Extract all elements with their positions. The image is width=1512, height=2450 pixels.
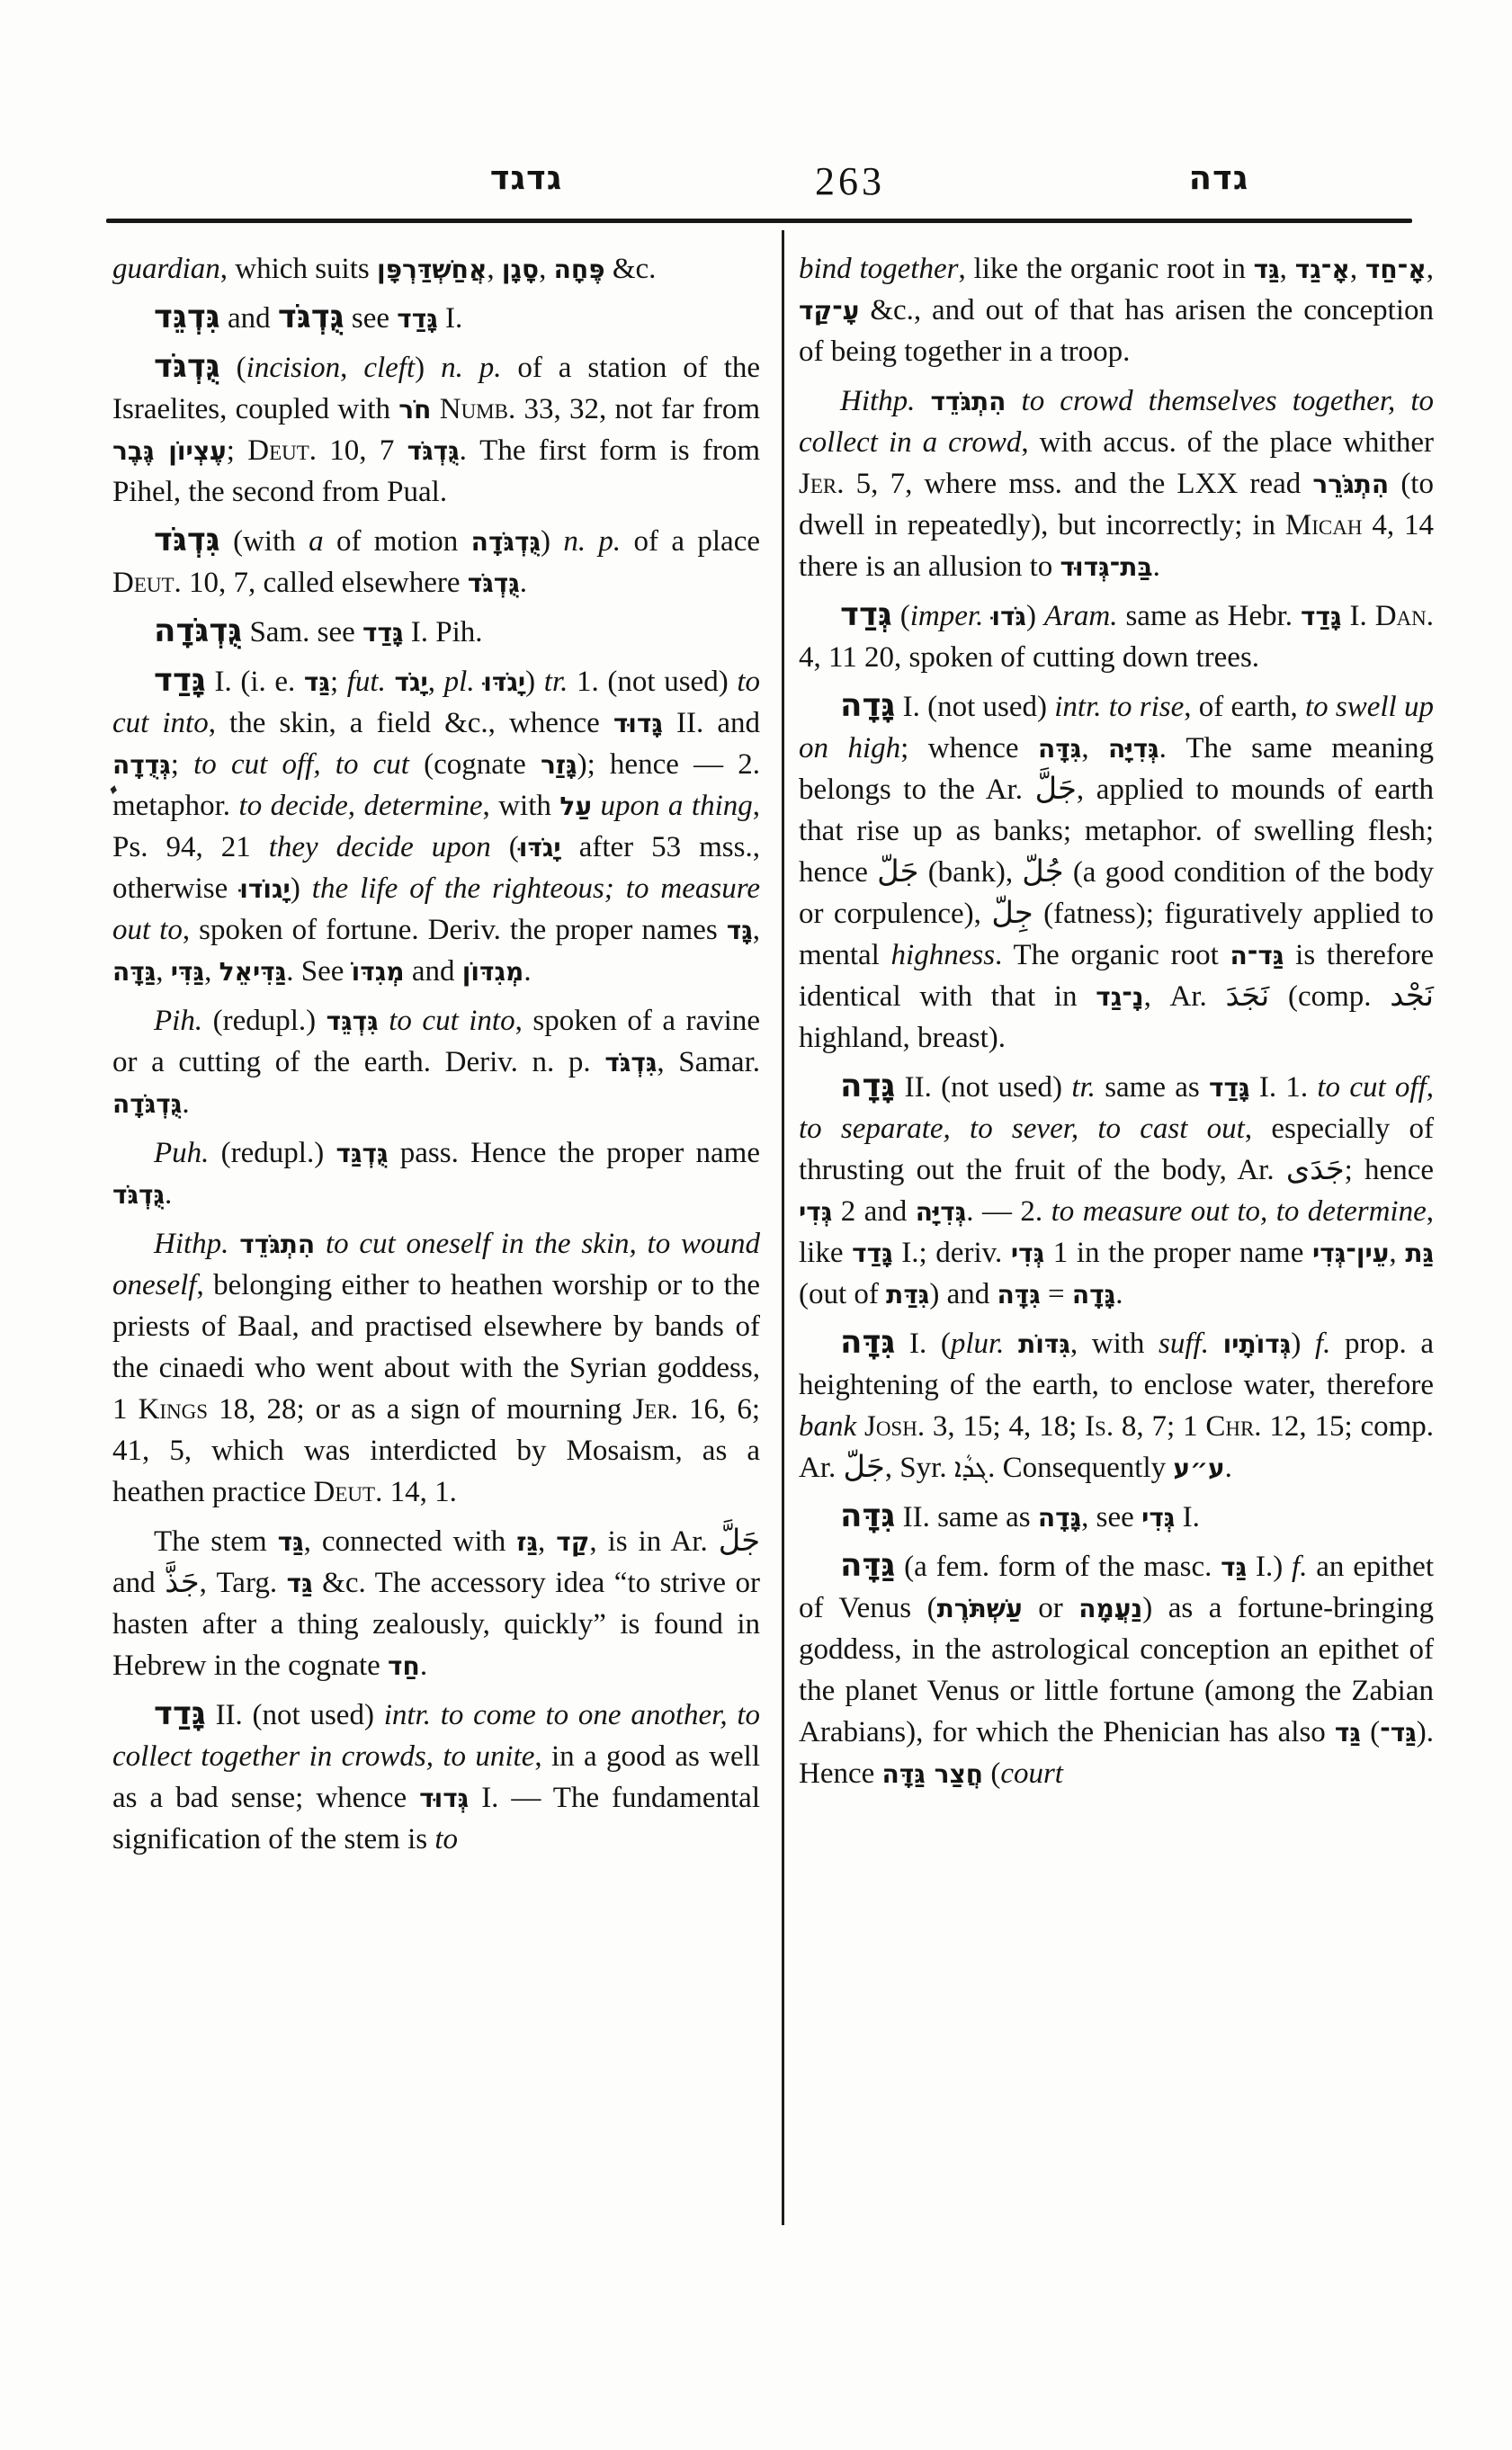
continuation-paragraph-guardian: guardian, which suits אֲחַשְׁדַּרְפָּן, סָגָן, פֶּחָה &c. — [112, 253, 657, 285]
entry-gedad-aramaic: גְּדַד (imper. גֹּדוּ) Aram. same as Hebr. גָּדַד I. Dan. 4, 11 20, spoken of cutting down trees. — [799, 596, 1434, 674]
entry-gadah-2: גָּדָה II. (not used) tr. same as גָּדַד I. 1. to cut off, to separate, to sever, to cast out, especially of thrusting out the fruit of the body, Ar. جَدَى; hence גְּדִי 2 and גְּדִיָּה. — 2. to measure out to, to determine, like גָּדַד I.; deriv. גְּדִי 1 in the proper name עֵין־גְּדִי, גַּת (out of גִּדַּת) and גִּדָּה = גָּדָה. — [799, 1068, 1435, 1310]
paragraph-puhal: Puh. (redupl.) גֻּדְגַּד pass. Hence the proper name גֻּדְגֹּד. — [112, 1137, 760, 1211]
continuation-paragraph-bind-together: bind together, like the organic root in גַּד, אָ־גַד, אָ־חַד, עָ־קַד &c., and out of that has arisen the conception of being together in a troop. — [799, 253, 1434, 368]
margin-ink-mark: ♦ — [108, 780, 120, 799]
entry-gadad-1: גָּדַד I. (i. e. גַּד; fut. יָגֹד, pl. יָגֹדּוּ) tr. 1. (not used) to cut into, the skin, a field &c., whence גָּדוּד II. and גְּדֻדָה; to cut off, to cut (cognate גָּזַר); hence — 2. metaphor. to decide, determine, with עַל upon a thing, Ps. 94, 21 they decide upon (יָגֹדּוּ after 53 mss., otherwise יָגוֹדוּ) the life of the righteous; to measure out to, spoken of fortune. Deriv. the proper names גָּד, גַּדָּה, גַּדִּי, גַּדִּיאֵל. See מְגִדּוֹ and מְגִדּוֹן. — [112, 662, 761, 988]
entry-gudgod-incision: גֻּדְגֹּד (incision, cleft) n. p. of a station of the Israelites, coupled with חֹר Numb. 33, 32, not far from עֶצְיוֹן גֶּבֶר; Deut. 10, 7 גֻּדְגֹּד. The first form is from Pihel, the second from Pual. — [112, 348, 761, 508]
entry-gudgodah-samaritan: גֻּדְגֹּדָה Sam. see גָּדַד I. Pih. — [154, 612, 483, 649]
entry-gidgod-motion: גִּדְגֹּד (with a of motion גֻּדְגֹּדָה) n. p. of a place Deut. 10, 7, called elsewhere גֻּדְגֹּד. — [112, 522, 760, 599]
header-rule — [106, 219, 1412, 223]
entry-giddah-2: גִּדָּה II. same as גָּדָה, see גְּדִי I. — [840, 1498, 1200, 1534]
page-number: 263 — [815, 159, 885, 203]
entry-gaddah-venus: גַּדָּה (a fem. form of the masc. גַּד I.) f. an epithet of Venus (עַשְׁתֹּרֶת or נַעֲמָה) as a fortune-bringing goddess, in the astrological conception an epithet of the planet Venus or little fortune (among the Zabian Arabians), for which the Phenician has also גַּד (גַּד־). Hence חֲצַר גַּדָּה (court — [799, 1547, 1435, 1790]
paragraph-hithpael-left: Hithp. הִתְגֹּדֵד to cut oneself in the skin, to wound oneself, belonging either to heathen worship or to the priests of Baal, and practised elsewhere by bands of the cinaedi who went about with the Syrian goddess, 1 Kings 18, 28; or as a sign of mourning Jer. 16, 6; 41, 5, which was interdicted by Mosaism, as a heathen practice Deut. 14, 1. — [112, 1228, 761, 1508]
column-divider — [782, 230, 784, 2225]
paragraph-pihel: Pih. (redupl.) גִּדְגֵּד to cut into, spoken of a ravine or a cutting of the earth. Deriv. n. p. גִּדְגֹּד, Samar. גֻּדְגֹּדָה. — [112, 1005, 761, 1120]
entry-gadad-2: גָּדַד II. (not used) intr. to come to one another, to collect together in crowds, to unite, in a good as well as a bad sense; whence גְּדוּד I. — The fundamental signification of the stem is to — [112, 1695, 761, 1855]
left-column — [112, 248, 760, 1860]
paragraph-hithpael-right: Hithp. הִתְגֹּדֵד to crowd themselves together, to collect in a crowd, with accus. of the place whither Jer. 5, 7, where mss. and the LXX read הִתְגֹּרֵר (to dwell in repeatedly), but incorrectly; in Micah 4, 14 there is an allusion to בַּת־גְּדוּד. — [799, 385, 1435, 583]
right-column — [799, 248, 1434, 1794]
entry-gadah-1: גָּדָה I. (not used) intr. to rise, of earth, to swell up on high; whence גִּדָּה, גְּדִיָּה. The same meaning belongs to the Ar. جَلَّ, applied to mounds of earth that rise up as banks; metaphor. of swelling flesh; hence جَلّ (bank), جُلّ (a good condition of the body or corpulence), جِلّ (fatness); figuratively applied to mental highness. The organic root גַּד־ה is therefore identical with that in נָ־גַד, Ar. نَجَدَ (comp. نَجْد highland, breast). — [799, 687, 1434, 1054]
running-head-right-keyword: גדה — [1188, 158, 1249, 197]
entry-gidged-gudgod-crossref: גִּדְגֵּד and גֻּדְגֹּד see גָּדַד I. — [154, 299, 463, 335]
running-head-left-keyword: גדגד — [489, 158, 563, 197]
entry-giddah-1: גִּדָּה I. (plur. גִּדּוֹת, with suff. גְּדוֹתָיו) f. prop. a heightening of the earth, to enclose water, therefore bank Josh. 3, 15; 4, 18; Is. 8, 7; 1 Chr. 12, 15; comp. Ar. جَلّ, Syr. ܓܕܵܐ. Consequently ע״ע. — [799, 1324, 1435, 1484]
paragraph-stem-note: The stem גַּד, connected with גַּז, קַד, is in Ar. جَلَّ and جَذَّ, Targ. גַּד &c. The accessory idea “to strive or hasten after a thing zealously, quickly” is found in Hebrew in the cognate חַד. — [112, 1523, 760, 1682]
